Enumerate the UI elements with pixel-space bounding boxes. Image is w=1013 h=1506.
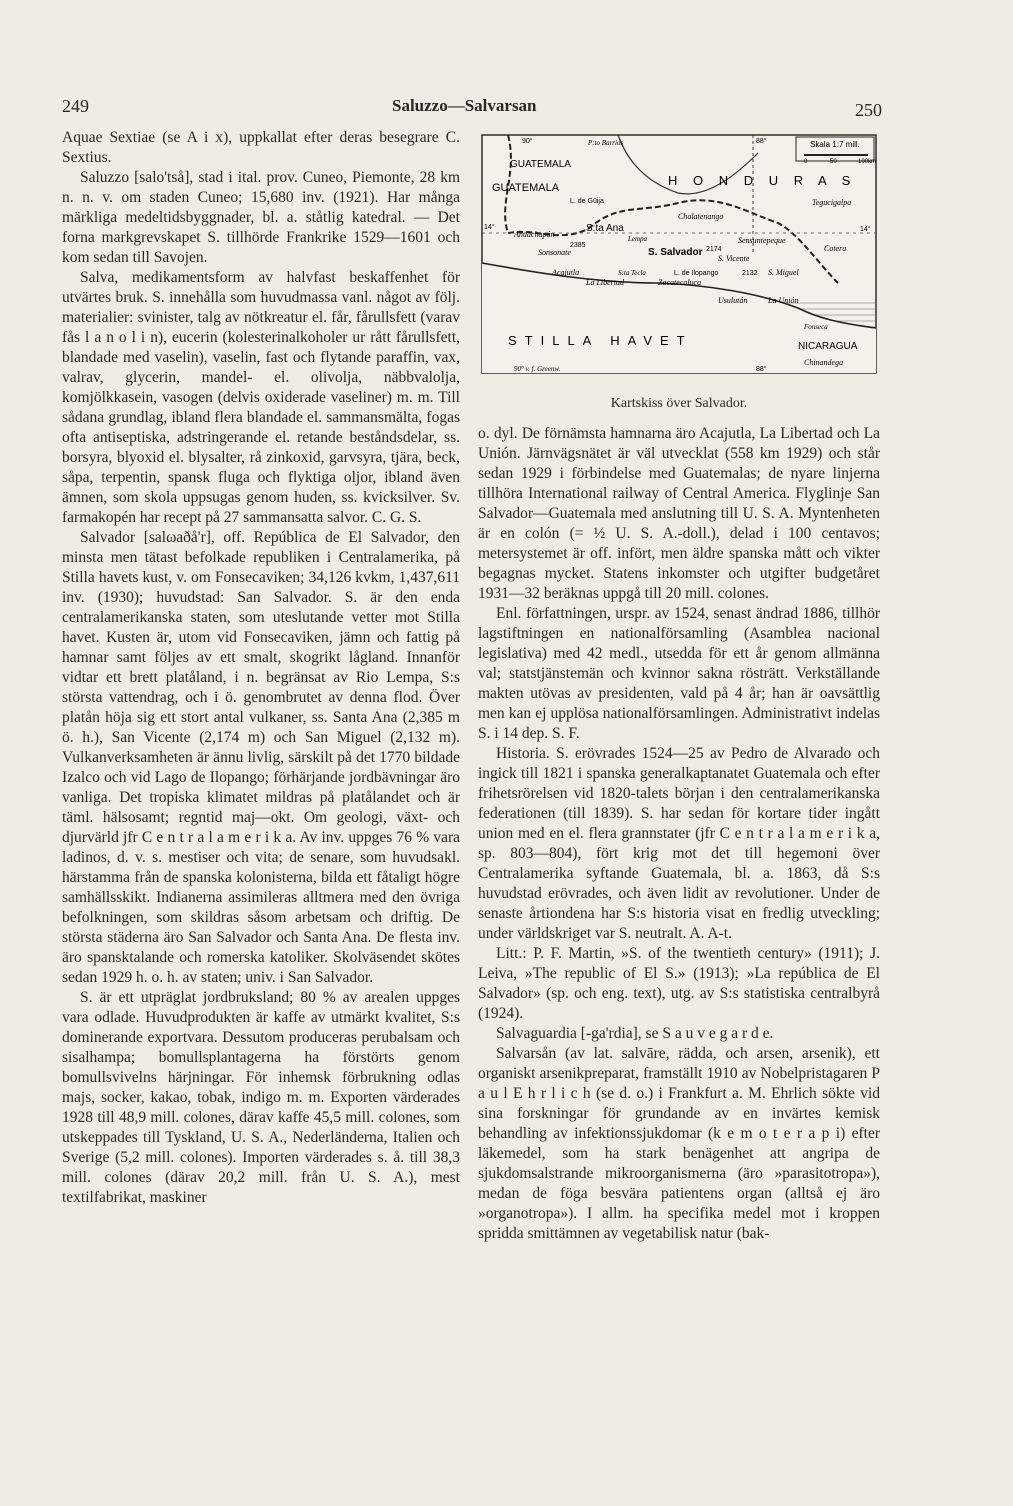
label-zacatecoluca: Zacatecoluca xyxy=(658,278,702,287)
label-90-top: 90° xyxy=(522,138,533,145)
label-elev-2385: 2385 xyxy=(570,242,586,249)
label-fonseca: Fonseca xyxy=(804,323,828,331)
label-14-right: 14° xyxy=(860,226,871,233)
label-sensuntepeque: Sensuntepeque xyxy=(738,236,786,245)
label-lake-ilopango: L. de Ilopango xyxy=(674,270,719,277)
label-88-bottom: 88° xyxy=(756,366,767,373)
label-nicaragua: NICARAGUA xyxy=(798,341,858,352)
label-san-salvador: S. Salvador xyxy=(648,247,703,258)
scale-tick-0: 0 xyxy=(804,159,808,165)
label-14-left: 14° xyxy=(484,224,495,231)
label-chinandega: Chinandega xyxy=(804,358,844,367)
label-stilla-havet: STILLA HAVET xyxy=(508,333,693,348)
salvador-continued: o. dyl. De förnämsta hamnarna äro Acajutla, La Libertad och La Unión. Järnvägsnätet är väl utvecklat (558 km 1929) och står sedan 1929 i förbindelse med Guatemalas; de nyare linjerna tillhöra International railway of Central America. Flyglinje San Salvador—Guatemala med anslutning till U. S. A. Myntenheten är en colón (= ½ U. S. A.-doll.), delad i 100 centavos; metersystemet är off. infört, men äldre spanska mått och vikter begagnas mycket. Statens inkomster och utgifter budgetåret 1931—32 beräknas uppgå till 20 mill. colones. xyxy=(478,425,880,602)
label-san-vicente: S. Vicente xyxy=(718,254,750,263)
label-ahuachapan: Ahuachapán xyxy=(514,230,555,239)
left-page-number: 249 xyxy=(62,96,89,116)
label-santa-tecla: S:ta Tecla xyxy=(618,269,646,277)
label-guatemala-2: GUATEMALA xyxy=(492,182,560,194)
entry-salva: Salva, medikamentsform av halvfast beskaffenhet för utvärtes bruk. S. innehålla som huvudmassa vanl. något av följ. materialier: svinister, talg av nötkreatur el. får, fårullsfett (varav fås l a n o l i n), eucerin (kolesterinalkoholer ur rått fårullsfett, blandade med vaselin), vaselin, fast och flytande paraffin, vax, valrav, glycerin, mandel- el. olivolja, näbbvalolja, komjölkkasein, vasogen (delvis oxiderade vaseliner) m. m. Till sådana grundlag, ibland flera blandade el. sammansmälta, fogas ofta antiseptiska, adstringerande el. retande beståndsdelar, ss. borsyra, blyoxid el. blysalter, rå zinkoxid, garvsyra, tjära, beck, såpa, terpentin, spansk fluga och flyktiga oljor, ibland även ämnen, som skola uppsugas genom huden, ss. kvicksilver. Sv. farmakopén har recept på 27 sammansatta salvor. C. G. S. xyxy=(62,269,460,526)
left-column xyxy=(62,128,460,1208)
scale-tick-50: 50 xyxy=(830,159,837,165)
running-head: Saluzzo—Salvarsan xyxy=(392,96,537,115)
label-puerto-barrios: P:to Barrios xyxy=(588,139,624,147)
label-guatemala-1: GUATEMALA xyxy=(510,159,571,170)
label-honduras: H O N D U R A S xyxy=(668,173,857,188)
label-usulutan: Usulután xyxy=(718,296,748,305)
label-santa-ana: S:ta Ana xyxy=(586,223,624,234)
label-lempa: Lempa xyxy=(628,235,648,243)
label-lake-guija: L. de Güija xyxy=(570,198,604,205)
label-chalatenango: Chalatenango xyxy=(678,212,724,221)
label-la-libertad: La Libertad xyxy=(586,278,625,287)
salvador-history: Historia. S. erövrades 1524—25 av Pedro de Alvarado och ingick till 1821 i spanska generalkaptanatet Guatemala och efter frihetsrörelsen vid 1820-talets början i den centralamerikanska federationen (till 1839). S. har sedan för kortare tider ingått union med en el. flera grannstater (jfr C e n t r a l a m e r i k a, sp. 803—804), fört krig mot det till hegemoni över Centralamerika syftande Guatemala, bl. a. 1863, då S:s huvudstad erövrades, och även lidit av revolutioner. Under de senaste årtiondena har S:s historia visat en fredlig utveckling; under världskriget var S. neutralt. A. A-t. xyxy=(478,745,880,942)
entry-aquae-sextiae: Aquae Sextiae (se A i x), uppkallat efter deras besegrare C. Sextius. xyxy=(62,129,460,166)
map-svg xyxy=(478,133,880,393)
label-la-union: La Unión xyxy=(768,296,799,305)
label-elev-2132: 2132 xyxy=(742,270,758,277)
salvador-literature: Litt.: P. F. Martin, »S. of the twentieth century» (1911); J. Leiva, »The republic of El S.» (1913); »La república de El Salvador» (sp. och eng. text), utg. av S:s statistiska centralbyrå (1924). xyxy=(478,945,880,1022)
label-sonsonate: Sonsonate xyxy=(538,248,571,257)
scale-tick-100: 100km xyxy=(858,159,877,165)
entry-salvador: Salvador [salωaðå'r], off. República de El Salvador, den minsta men tätast befolkade republiken i Centralamerika, på Stilla havets kust, v. om Fonsecaviken; 34,126 kvkm, 1,437,611 inv. (1930); huvudstad: San Salvador. S. är den enda centralamerikanska staten, som uteslutande vetter mot Stilla havet. Kusten är, utom vid Fonsecaviken, jämn och fattig på hamnar samt följes av ett smalt, skogrikt lågland. Innanför vidtar ett brett platåland, i n. begränsat av Rio Lempa, S:s största vattendrag, och i ö. genombrutet av denna flod. Över platån höja sig ett stort antal vulkaner, ss. Santa Ana (2,385 m ö. h.), San Vicente (2,174 m) och San Miguel (2,132 m). Vulkanverksamheten är ännu livlig, särskilt på det 1770 bildade Izalco och vid Lago de Ilopango; förhärjande jordbävningar äro vanliga. Det tropiska klimatet mildras på platålandet och är täml. hälsosamt; regntid maj—okt. Om geologi, växt- och djurvärld jfr C e n t r a l a m e r i k a. Av inv. uppges 76 % vara ladinos, d. v. s. mestiser och vita; de senare, som huvudsakl. härstamma från de spanska kolonisterna, bilda ett fåtaligt högre samhällsskikt. Indianerna assimileras alltmera med den övriga befolkningen, som skildras såsom arbetsam och driftig. De största städerna äro San Salvador och Santa Ana. De flesta inv. äro spansktalande och romerska katoliker. Skolväsendet skötes sedan 1929 h. o. h. av staten; univ. i San Salvador. xyxy=(62,529,460,986)
right-page-number: 250 xyxy=(855,100,882,120)
salvador-map xyxy=(478,133,880,413)
salvador-constitution: Enl. författningen, urspr. av 1524, senast ändrad 1886, tillhör lagstiftningen en nationalförsamling (Asamblea nacional legislativa) med 42 medl., utsedda för ett år genom allmänna val; statstjänstemän och kvinnor sakna rösträtt. Verkställande makten utövas av presidenten, vald på 4 år; han är oavsättlig men kan ej upplösa nationalförsamlingen. Administrativt indelas S. i 14 dep. S. F. xyxy=(478,605,880,742)
scale-label: Skala 1:7 mill. xyxy=(810,140,860,149)
label-90-bottom: 90° v. f. Greenw. xyxy=(514,365,561,373)
label-acajutla: Acajutla xyxy=(552,268,580,277)
entry-salvarsan: Salvarsån (av lat. salvāre, rädda, och arsen, arsenik), ett organiskt arsenikpreparat, framställt 1910 av Nobelpristagaren P a u l E h r l i c h (se d. o.) i Frankfurt a. M. Ehrlich sökte vid sina forskningar för grundande av en invärtes kemisk behandling av infektionssjukdomar (k e m o t e r a p i) efter läkemedel, som ha stark benägenhet att angripa de sjukdomsalstrande mikroorganismerna (äro »parasitotropa»), medan de föga besvära patientens organ (alltså ej äro »organotropa»). I allm. ha specifika medel mot i kroppen spridda smittämnen av vegetabilisk natur (bak- xyxy=(478,1045,880,1242)
entry-salvaguardia: Salvaguardia [-ga'rdia], se S a u v e g a r d e. xyxy=(496,1025,774,1042)
entry-salvador-economy: S. är ett utpräglat jordbruksland; 80 % av arealen uppges vara odlade. Huvudprodukten är kaffe av utmärkt kvalitet, S:s dominerande exportvara. Dessutom produceras perubalsam och sisalhampa; bomullsplantagerna ha förstörts genom bomullsvivelns härjningar. För inhemsk förbrukning odlas majs, socker, kakao, tobak, indigo m. m. Exporten värderades 1928 till 48,9 mill. colones, därav kaffe 45,5 mill. colones, som utskeppades till Tyskland, U. S. A., Nederländerna, Italien och Sverige (5,2 mill. colones). Importen värderades s. å. till 38,3 mill. colones (därav 20,2 mill. från U. S. A.), mest textilfabrikat, maskiner xyxy=(62,989,460,1206)
label-88-top: 88° xyxy=(756,138,767,145)
label-san-miguel: S. Miguel xyxy=(768,268,799,277)
label-elev-2174: 2174 xyxy=(706,246,722,253)
entry-saluzzo: Saluzzo [salo'tså], stad i ital. prov. Cuneo, Piemonte, 28 km n. n. v. om staden Cuneo; 15,680 inv. (1921). Har många märkliga medeltidsbyggnader, bl. a. ståtlig katedral. — Det forna markgrevskapet S. tillhörde Frankrike 1529—1601 och kom sedan till Savojen. xyxy=(62,169,460,266)
map-caption: Kartskiss över Salvador. xyxy=(610,396,748,411)
right-column xyxy=(478,424,880,1244)
label-cotera: Cotera xyxy=(824,244,847,253)
label-tegucigalpa: Tegucigalpa xyxy=(812,198,852,207)
page-header xyxy=(62,96,880,120)
